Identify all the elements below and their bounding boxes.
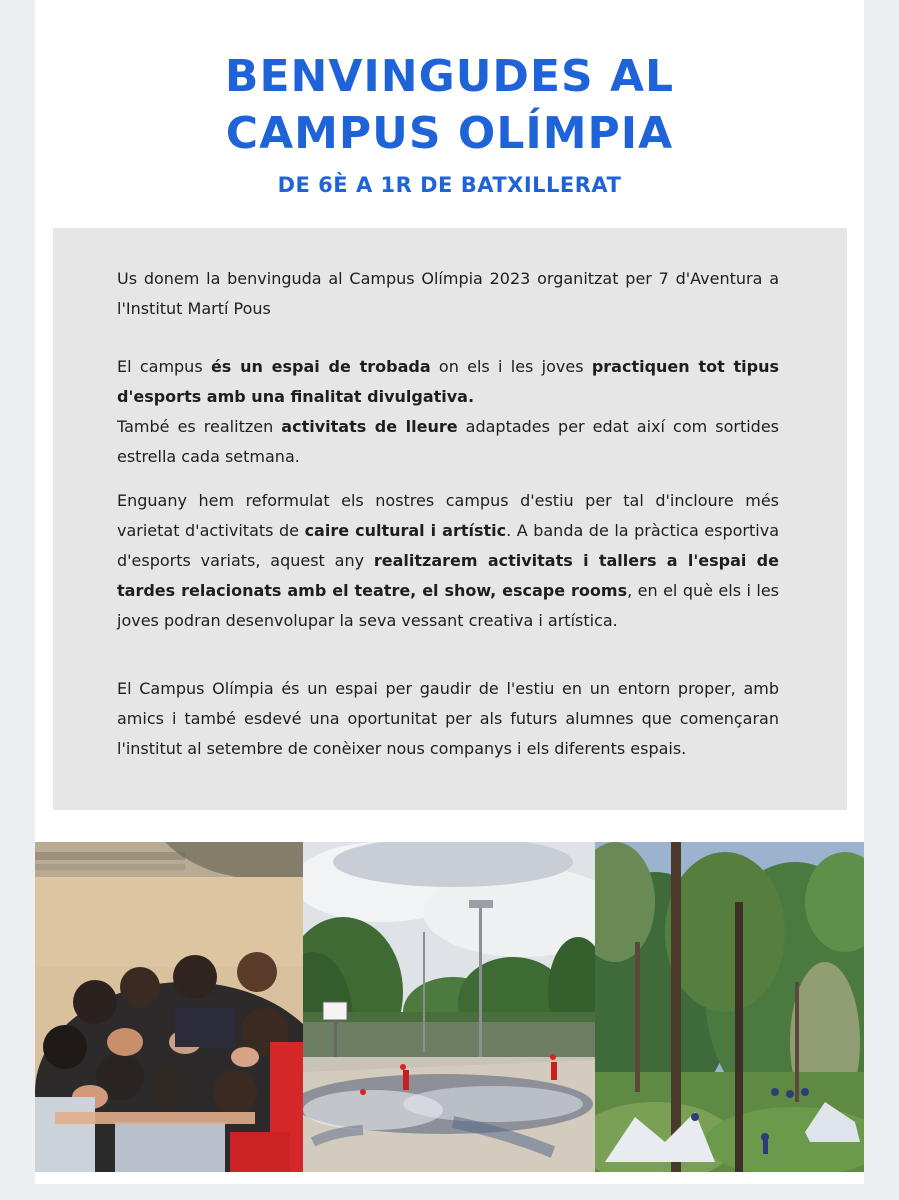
photo-strip [35, 842, 864, 1172]
p2-bold-sports: practiquen tot tipus d'esports amb una finalitat divulgativa. [117, 357, 779, 406]
intro-paragraph-2 [117, 352, 779, 472]
p3-bold-activities: realitzarem activitats i tallers a l'espai de tardes relacionats amb el teatre, el show, escape rooms [117, 551, 779, 600]
title-line-1: BENVINGUDES AL [224, 51, 675, 102]
intro-paragraph-4: El Campus Olímpia és un espai per gaudir de l'estiu en un entorn proper, amb amics i també esdevé una oportunitat per als futurs alumnes que començaran l'institut al setembre de conèixer nous companys i els diferents espais. [117, 679, 779, 758]
intro-paragraph-3 [117, 486, 779, 636]
intro-panel [53, 228, 847, 810]
p2-bold-leisure: activitats de lleure [281, 417, 458, 436]
p3-bold-cultural: caire cultural i artístic [304, 521, 507, 540]
title-line-2: CAMPUS OLÍMPIA [225, 108, 674, 159]
p2-text-g: adaptades per edat així com sortides estrella cada setmana. [117, 417, 780, 466]
p3-text-e: , en el què els i les joves podran desenvolupar la seva vessant creativa i artística. [117, 581, 779, 630]
p2-bold-meeting: és un espai de trobada [210, 357, 431, 376]
intro-paragraph-1: Us donem la benvinguda al Campus Olímpia 2023 organitzat per 7 d'Aventura a l'Institut Martí Pous [117, 269, 779, 318]
p2-text-c: on els i les joves [430, 357, 592, 376]
huddle-photo [35, 842, 303, 1172]
p3-text-c: . A banda de la pràctica esportiva d'esports variats, aquest any [117, 521, 779, 570]
p3-text-a: Enguany hem reformulat els nostres campus d'estiu per tal d'incloure més varietat d'activitats de [117, 491, 779, 540]
flyer-page [35, 0, 864, 1184]
p2-text-a: El campus [117, 357, 211, 376]
court-photo [303, 842, 595, 1172]
page-title [35, 48, 864, 162]
p2-text-e: També es realitzen [117, 417, 282, 436]
forest-photo [595, 842, 864, 1172]
page-subtitle: DE 6È A 1R DE BATXILLERAT [277, 173, 622, 197]
